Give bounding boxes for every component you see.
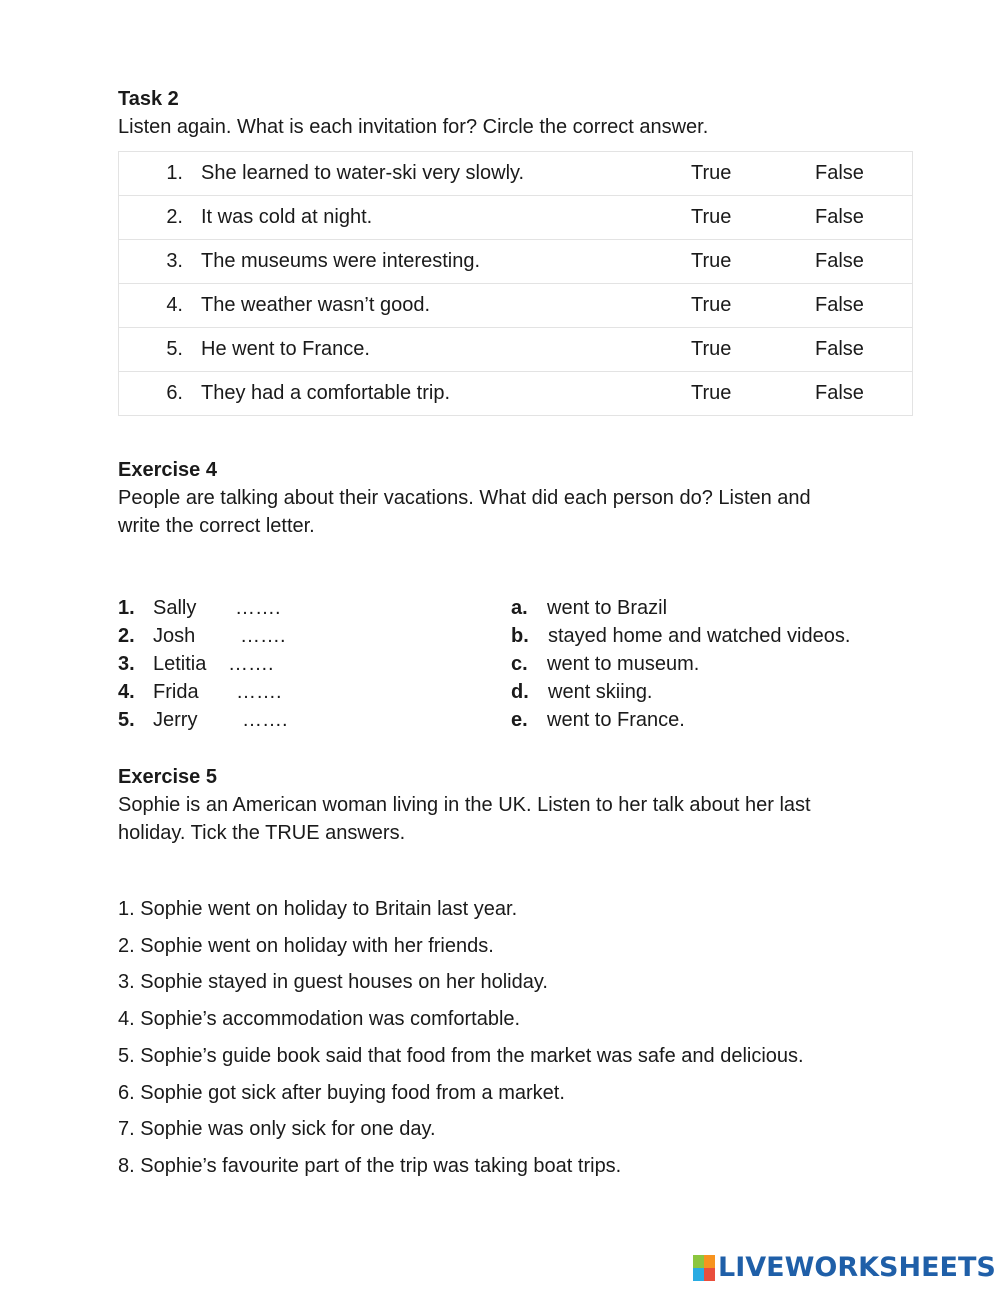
statement-item: 5. Sophie’s guide book said that food from the market was safe and delicious. — [118, 1044, 804, 1067]
exercise5-instruction-line2: holiday. Tick the TRUE answers. — [118, 822, 406, 844]
true-false-table — [118, 151, 913, 416]
true-option[interactable]: True — [691, 284, 815, 328]
statement-item: 2. Sophie went on holiday with her friends. — [118, 934, 494, 957]
row-statement: They had a comfortable trip. — [183, 372, 691, 416]
item-number: 5. — [118, 709, 135, 731]
true-option[interactable]: True — [691, 372, 815, 416]
true-option[interactable]: True — [691, 328, 815, 372]
item-number: 2. — [118, 625, 135, 647]
list-item — [118, 594, 418, 622]
exercise5-instruction-line1: Sophie is an American woman living in the UK. Listen to her talk about her last — [118, 794, 811, 816]
statement-item: 4. Sophie’s accommodation was comfortable. — [118, 1008, 521, 1031]
false-option[interactable]: False — [815, 328, 913, 372]
exercise4-heading: Exercise 4 — [118, 459, 217, 481]
table-row — [119, 196, 913, 240]
person-name: Jerry — [153, 709, 198, 731]
option-text: went to France. — [547, 709, 685, 731]
liveworksheets-logo — [693, 1252, 996, 1283]
exercise4-instruction-line2: write the correct letter. — [118, 515, 315, 537]
person-name: Sally — [153, 597, 197, 619]
person-name: Josh — [153, 625, 196, 647]
person-name: Frida — [153, 681, 199, 703]
exercise4-instruction-line1: People are talking about their vacations. What did each person do? Listen and — [118, 487, 811, 509]
list-item — [118, 650, 418, 678]
row-number: 6. — [166, 382, 183, 404]
logo-text: LIVEWORKSHEETS — [718, 1252, 996, 1283]
row-statement: The museums were interesting. — [183, 240, 691, 284]
row-number: 1. — [166, 162, 183, 184]
table-row — [119, 284, 913, 328]
row-number: 2. — [166, 206, 183, 228]
option-text: went skiing. — [548, 681, 653, 703]
item-number: 1. — [118, 597, 135, 619]
statement-item: 6. Sophie got sick after buying food from a market. — [118, 1081, 565, 1104]
answer-blank[interactable]: ……. — [228, 653, 274, 675]
option-letter: c. — [511, 653, 528, 675]
answer-blank[interactable]: ……. — [236, 681, 282, 703]
row-statement: The weather wasn’t good. — [183, 284, 691, 328]
true-option[interactable]: True — [691, 196, 815, 240]
statement-item: 3. Sophie stayed in guest houses on her holiday. — [118, 971, 548, 994]
false-option[interactable]: False — [815, 240, 913, 284]
list-item — [511, 706, 931, 734]
item-number: 4. — [118, 681, 135, 703]
exercise5-heading: Exercise 5 — [118, 766, 217, 788]
option-letter: a. — [511, 597, 528, 619]
answer-blank[interactable]: ……. — [235, 597, 281, 619]
statement-item: 1. Sophie went on holiday to Britain last year. — [118, 898, 518, 920]
row-statement: She learned to water-ski very slowly. — [183, 152, 691, 196]
list-item — [118, 706, 418, 734]
row-statement: It was cold at night. — [183, 196, 691, 240]
option-text: stayed home and watched videos. — [548, 625, 851, 647]
option-letter: e. — [511, 709, 528, 731]
table-row — [119, 240, 913, 284]
option-text: went to Brazil — [547, 597, 668, 619]
table-row — [119, 152, 913, 196]
true-option[interactable]: True — [691, 152, 815, 196]
statement-item: 7. Sophie was only sick for one day. — [118, 1118, 436, 1141]
list-item — [118, 622, 418, 650]
false-option[interactable]: False — [815, 372, 913, 416]
row-number: 5. — [166, 338, 183, 360]
list-item — [511, 678, 931, 706]
person-name: Letitia — [153, 653, 207, 675]
row-number: 3. — [166, 250, 183, 272]
task2-heading: Task 2 — [118, 88, 179, 110]
statement-item: 8. Sophie’s favourite part of the trip was taking boat trips. — [118, 1154, 622, 1177]
true-option[interactable]: True — [691, 240, 815, 284]
false-option[interactable]: False — [815, 152, 913, 196]
list-item — [118, 678, 418, 706]
list-item — [511, 622, 931, 650]
list-item — [511, 650, 931, 678]
option-letter: d. — [511, 681, 529, 703]
liveworksheets-logo-icon — [693, 1255, 715, 1281]
row-statement: He went to France. — [183, 328, 691, 372]
answer-blank[interactable]: ……. — [240, 625, 286, 647]
task2-instruction: Listen again. What is each invitation for? Circle the correct answer. — [118, 116, 709, 138]
answer-blank[interactable]: ……. — [242, 709, 288, 731]
false-option[interactable]: False — [815, 284, 913, 328]
option-letter: b. — [511, 625, 529, 647]
table-row — [119, 328, 913, 372]
table-row — [119, 372, 913, 416]
row-number: 4. — [166, 294, 183, 316]
list-item — [511, 594, 931, 622]
option-text: went to museum. — [547, 653, 700, 675]
false-option[interactable]: False — [815, 196, 913, 240]
item-number: 3. — [118, 653, 135, 675]
